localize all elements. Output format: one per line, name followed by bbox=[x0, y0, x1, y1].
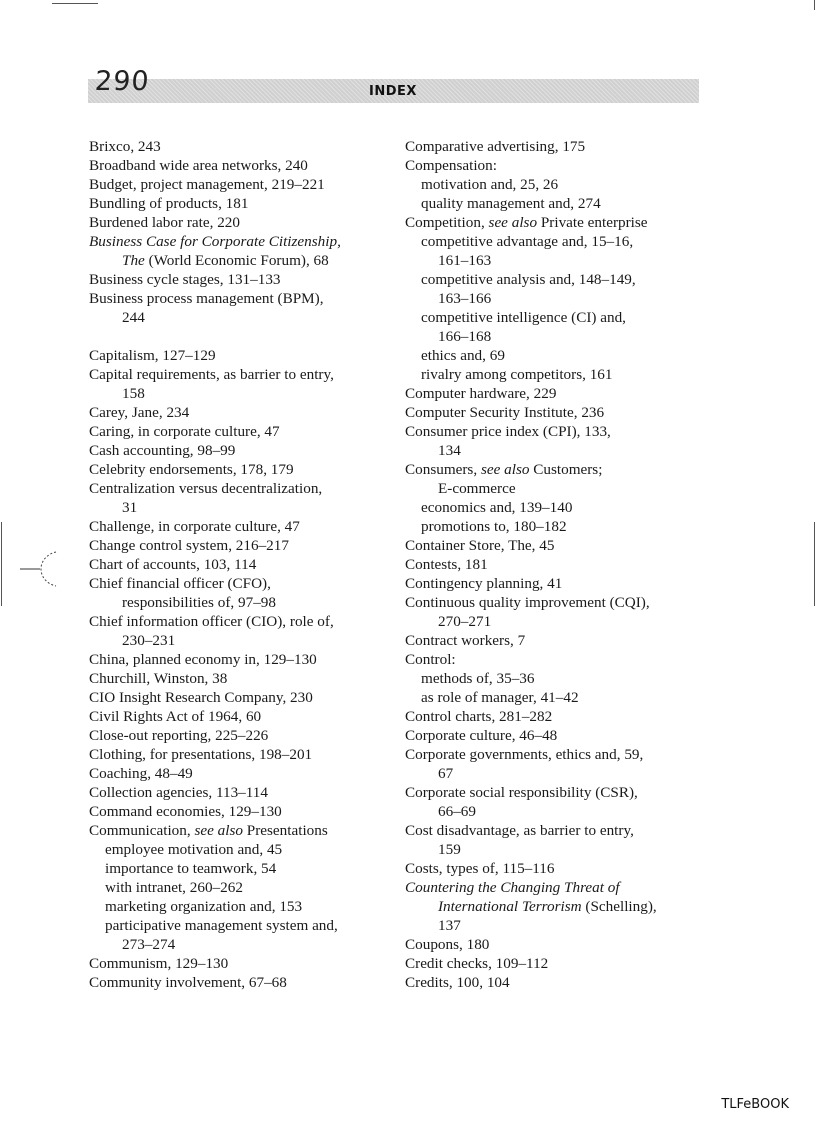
index-subentry: motivation and, 25, 26 bbox=[421, 176, 559, 193]
index-entry: Centralization versus decentralization, bbox=[89, 480, 323, 497]
index-entry: Cost disadvantage, as barrier to entry, bbox=[405, 822, 634, 839]
index-entry: Close-out reporting, 225–226 bbox=[89, 727, 269, 744]
index-entry: Command economies, 129–130 bbox=[89, 803, 282, 820]
index-entry: Corporate culture, 46–48 bbox=[405, 727, 558, 744]
index-entry bbox=[89, 821, 389, 840]
index-entry: Change control system, 216–217 bbox=[89, 537, 289, 554]
index-subentry: methods of, 35–36 bbox=[421, 670, 535, 687]
index-entry: Corporate social responsibility (CSR), bbox=[405, 784, 638, 801]
index-entry-continuation bbox=[405, 897, 705, 916]
footer-watermark: TLFeBOOK bbox=[721, 1097, 789, 1112]
index-entry bbox=[405, 460, 705, 479]
index-entry: Compensation: bbox=[405, 157, 497, 174]
index-subentry: marketing organization and, 153 bbox=[105, 898, 303, 915]
index-entry: Capitalism, 127–129 bbox=[89, 347, 216, 364]
index-entry: China, planned economy in, 129–130 bbox=[89, 651, 317, 668]
index-entry: Challenge, in corporate culture, 47 bbox=[89, 518, 300, 535]
index-entry: Business process management (BPM), bbox=[89, 290, 324, 307]
index-entry: Clothing, for presentations, 198–201 bbox=[89, 746, 313, 763]
index-subentry: promotions to, 180–182 bbox=[421, 518, 567, 535]
index-entry: Celebrity endorsements, 178, 179 bbox=[89, 461, 294, 478]
index-entry-continuation bbox=[89, 251, 389, 270]
crop-mark-left bbox=[1, 522, 2, 606]
title-fragment: The bbox=[122, 252, 145, 269]
index-subentry: employee motivation and, 45 bbox=[105, 841, 283, 858]
index-entry: Budget, project management, 219–221 bbox=[89, 176, 325, 193]
index-subentry: participative management system and, bbox=[105, 917, 338, 934]
cross-reference: see also bbox=[480, 461, 530, 478]
entry-text: Communication, bbox=[89, 822, 195, 839]
index-entry-continuation: E-commerce bbox=[438, 480, 516, 497]
index-entry: Coupons, 180 bbox=[405, 936, 490, 953]
index-entry: Corporate governments, ethics and, 59, bbox=[405, 746, 644, 763]
index-entry: Credit checks, 109–112 bbox=[405, 955, 549, 972]
cross-reference: see also bbox=[194, 822, 243, 839]
index-entry-continuation: 163–166 bbox=[438, 290, 492, 307]
index-entry: Coaching, 48–49 bbox=[89, 765, 193, 782]
index-subentry: economics and, 139–140 bbox=[421, 499, 573, 516]
index-entry: Caring, in corporate culture, 47 bbox=[89, 423, 280, 440]
index-entry-continuation: 66–69 bbox=[438, 803, 476, 820]
index-subentry: competitive analysis and, 148–149, bbox=[421, 271, 636, 288]
index-entry-continuation: 270–271 bbox=[438, 613, 492, 630]
crop-mark-top-right bbox=[814, 0, 815, 10]
index-entry: Broadband wide area networks, 240 bbox=[89, 157, 308, 174]
index-entry: Carey, Jane, 234 bbox=[89, 404, 190, 421]
index-column-left bbox=[89, 137, 389, 992]
entry-text: Competition, bbox=[405, 214, 489, 231]
crop-mark-top-left bbox=[52, 3, 98, 4]
index-entry: Business cycle stages, 131–133 bbox=[89, 271, 281, 288]
index-entry: Burdened labor rate, 220 bbox=[89, 214, 240, 231]
cross-reference: see also bbox=[488, 214, 538, 231]
index-entry-continuation: 158 bbox=[122, 385, 145, 402]
index-entry: Churchill, Winston, 38 bbox=[89, 670, 228, 687]
index-subentry: competitive advantage and, 15–16, bbox=[421, 233, 634, 250]
index-entry: Control: bbox=[405, 651, 456, 668]
entry-text: Private enterprise bbox=[537, 214, 648, 231]
index-subentry: ethics and, 69 bbox=[421, 347, 505, 364]
entry-text: Presentations bbox=[242, 822, 328, 839]
index-entry: Community involvement, 67–68 bbox=[89, 974, 287, 991]
index-entry: Control charts, 281–282 bbox=[405, 708, 553, 725]
index-entry-continuation: 159 bbox=[438, 841, 461, 858]
index-entry: Comparative advertising, 175 bbox=[405, 138, 586, 155]
index-entry-continuation: 166–168 bbox=[438, 328, 492, 345]
index-entry-continuation: 230–231 bbox=[122, 632, 176, 649]
index-column-right bbox=[405, 137, 705, 992]
entry-text: Customers; bbox=[529, 461, 603, 478]
index-entry: Consumer price index (CPI), 133, bbox=[405, 423, 611, 440]
index-entry-title: Countering the Changing Threat of bbox=[405, 879, 620, 896]
index-entry-continuation: 134 bbox=[438, 442, 461, 459]
section-gap bbox=[89, 327, 389, 346]
index-entry-continuation: 67 bbox=[438, 765, 454, 782]
index-entry bbox=[405, 213, 705, 232]
index-entry: Collection agencies, 113–114 bbox=[89, 784, 268, 801]
index-entry: Communism, 129–130 bbox=[89, 955, 229, 972]
index-entry: Brixco, 243 bbox=[89, 138, 161, 155]
index-entry: Container Store, The, 45 bbox=[405, 537, 555, 554]
index-entry: Continuous quality improvement (CQI), bbox=[405, 594, 650, 611]
page-number: 290 bbox=[93, 66, 151, 97]
title-fragment: International Terrorism bbox=[438, 898, 582, 915]
index-entry: Chart of accounts, 103, 114 bbox=[89, 556, 257, 573]
index-entry-continuation: 273–274 bbox=[122, 936, 176, 953]
index-entry-continuation: 161–163 bbox=[438, 252, 492, 269]
running-head-title: INDEX bbox=[369, 84, 417, 99]
index-entry: Civil Rights Act of 1964, 60 bbox=[89, 708, 262, 725]
index-entry-title: Business Case for Corporate Citizenship, bbox=[89, 233, 341, 250]
index-entry: Contingency planning, 41 bbox=[405, 575, 563, 592]
entry-text: (Schelling), bbox=[581, 898, 657, 915]
index-entry: Capital requirements, as barrier to entry, bbox=[89, 366, 334, 383]
index-entry-continuation: 31 bbox=[122, 499, 138, 516]
index-entry: Bundling of products, 181 bbox=[89, 195, 249, 212]
index-entry: Cash accounting, 98–99 bbox=[89, 442, 236, 459]
index-subentry: importance to teamwork, 54 bbox=[105, 860, 277, 877]
index-entry: Chief information officer (CIO), role of, bbox=[89, 613, 334, 630]
index-entry-continuation: 137 bbox=[438, 917, 461, 934]
index-entry: Contract workers, 7 bbox=[405, 632, 526, 649]
crop-mark-right bbox=[814, 522, 815, 606]
index-entry: Computer Security Institute, 236 bbox=[405, 404, 605, 421]
index-entry: Chief financial officer (CFO), bbox=[89, 575, 271, 592]
index-entry: Credits, 100, 104 bbox=[405, 974, 510, 991]
margin-annotation-mark bbox=[20, 548, 92, 590]
index-entry: CIO Insight Research Company, 230 bbox=[89, 689, 313, 706]
index-entry-continuation: 244 bbox=[122, 309, 145, 326]
index-entry: Contests, 181 bbox=[405, 556, 488, 573]
index-subentry: rivalry among competitors, 161 bbox=[421, 366, 613, 383]
index-entry-continuation: responsibilities of, 97–98 bbox=[122, 594, 276, 611]
index-subentry: with intranet, 260–262 bbox=[105, 879, 243, 896]
entry-text: Consumers, bbox=[405, 461, 481, 478]
index-subentry: competitive intelligence (CI) and, bbox=[421, 309, 626, 326]
index-entry: Costs, types of, 115–116 bbox=[405, 860, 555, 877]
index-entry: Computer hardware, 229 bbox=[405, 385, 557, 402]
index-subentry: quality management and, 274 bbox=[421, 195, 601, 212]
entry-text: (World Economic Forum), 68 bbox=[144, 252, 329, 269]
index-subentry: as role of manager, 41–42 bbox=[421, 689, 579, 706]
